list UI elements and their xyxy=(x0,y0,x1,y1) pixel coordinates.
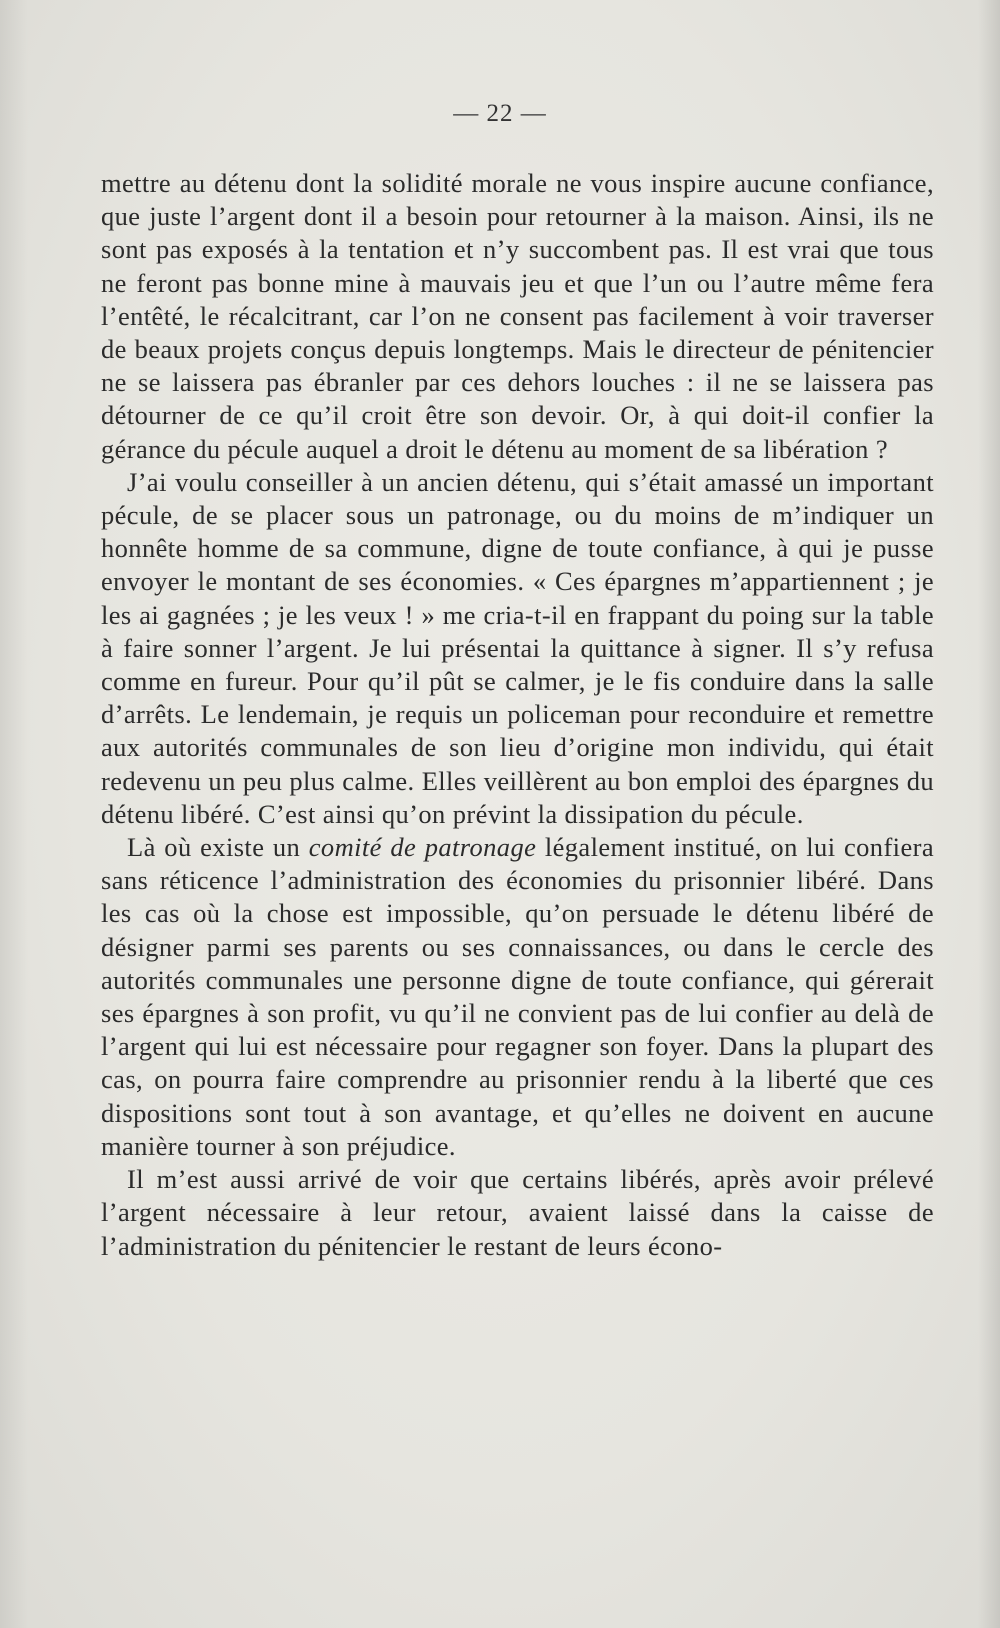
paragraph-4: Il m’est aussi arrivé de voir que certains libérés, après avoir prélevé l’argent nécessaire à leur retour, avaient laissé dans la caisse de l’administration du pénitencier le restant de leurs écono- xyxy=(101,1164,934,1261)
paragraph-3-italic-term: comité de patronage xyxy=(308,832,537,863)
page-edge-shadow-right xyxy=(978,0,1000,1628)
paragraph-1: mettre au détenu dont la solidité morale ne vous inspire aucune confiance, que juste l’argent dont il a besoin pour retourner à la maison. Ainsi, ils ne sont pas exposés à la tentation et n’y succombent pas. Il est vrai que tous ne feront pas bonne mine à mauvais jeu et que l’un ou l’autre même fera l’entêté, le récalcitrant, car l’on ne consent pas facilement à voir traverser de beaux projets conçus depuis longtemps. Mais le directeur de pénitencier ne se laissera pas ébranler par ces dehors louches : il ne se laissera pas détourner de ce qu’il croit être son devoir. Or, à qui doit-il confier la gérance du pécule auquel a droit le détenu au moment de sa libération ? xyxy=(101,168,934,464)
paragraph-3-rest: légalement institué, on lui confiera sans réticence l’administration des économies du prisonnier libéré. Dans les cas où la chose est impossible, qu’on persuade le détenu libéré de désigner parmi ses parents ou ses connaissances, ou dans le cercle des autorités communales une personne digne de toute confiance, qui gérerait ses épargnes à son profit, vu qu’il ne convient pas de lui confier au delà de l’argent qui lui est nécessaire pour regagner son foyer. Dans la plupart des cas, on pourra faire comprendre au prisonnier rendu à la liberté que ces dispositions sont tout à son avantage, et qu’elles ne doivent en aucune manière tourner à son préjudice. xyxy=(101,832,934,1161)
paragraph-2: J’ai voulu conseiller à un ancien détenu, qui s’était amassé un important pécule, de se placer sous un patronage, ou du moins de m’indiquer un honnête homme de sa commune, digne de toute confiance, à qui je pusse envoyer le montant de ses économies. « Ces épargnes m’appartiennent ; je les ai gagnées ; je les veux ! » me cria-t-il en frappant du poing sur la table à faire sonner l’argent. Je lui présentai la quittance à signer. Il s’y refusa comme en fureur. Pour qu’il pût se calmer, je le fis conduire dans la salle d’arrêts. Le lendemain, je requis un policeman pour reconduire et remettre aux autorités communales de son lieu d’origine mon individu, qui était redevenu un peu plus calme. Elles veillèrent au bon emploi des épargnes du détenu libéré. C’est ainsi qu’on prévint la dissipation du pécule. xyxy=(101,466,934,829)
page-edge-shadow-left xyxy=(0,0,28,1628)
body-text xyxy=(101,167,934,1263)
page-number: — 22 — xyxy=(453,100,547,127)
paragraph-3 xyxy=(101,831,934,1163)
paragraph-3-start: Là où existe un xyxy=(127,832,309,863)
